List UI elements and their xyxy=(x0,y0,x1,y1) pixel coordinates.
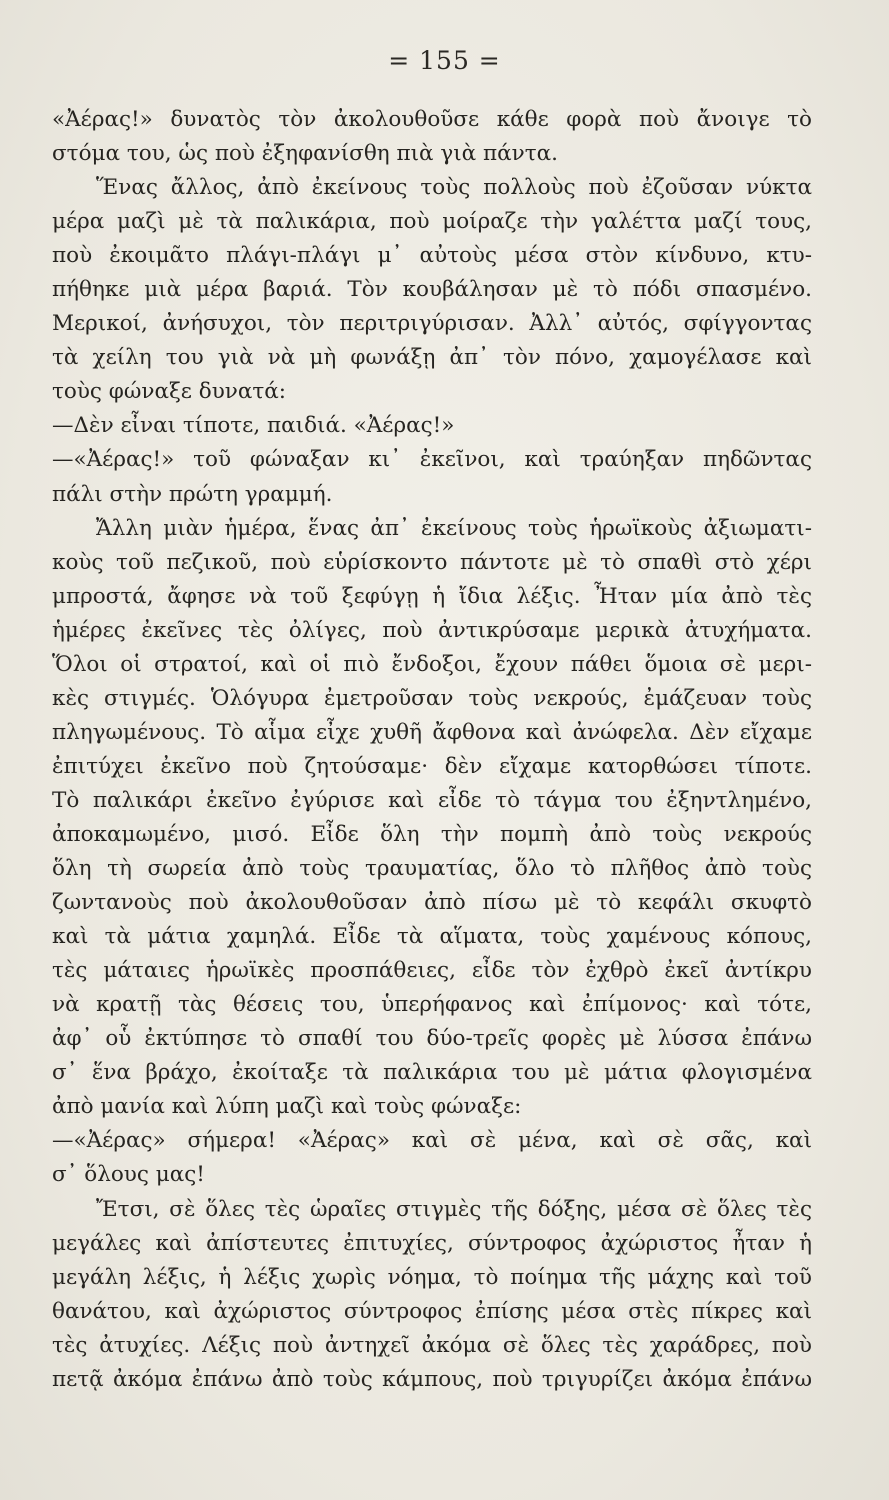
text-line: Τὸ παλικάρι ἐκεῖνο ἐγύρισε καὶ εἶδε τὸ τάγμα του ἐξηντλημένο, xyxy=(52,787,812,813)
text-line: Ἕνας ἄλλος, ἀπὸ ἐκείνους τοὺς πολλοὺς ποὺ ἐζοῦσαν νύκτα xyxy=(96,175,812,201)
text-line: ἐπιτύχει ἐκεῖνο ποὺ ζητούσαμε· δὲν εἴχαμε κατορθώσει τίποτε. xyxy=(52,753,812,779)
text-line: ἀποκαμωμένο, μισό. Εἶδε ὅλη τὴν πομπὴ ἀπὸ τοὺς νεκρούς xyxy=(52,821,812,847)
text-line: κοὺς τοῦ πεζικοῦ, ποὺ εὑρίσκοντο πάντοτε μὲ τὸ σπαθὶ στὸ χέρι xyxy=(52,549,812,575)
text-line: Μερικοί, ἀνήσυχοι, τὸν περιτριγύρισαν. Ἀλλ᾿ αὐτός, σφίγγοντας xyxy=(52,311,812,337)
text-line: —Δὲν εἶναι τίποτε, παιδιά. «Ἀέρας!» xyxy=(52,413,455,439)
text-line: καὶ τὰ μάτια χαμηλά. Εἶδε τὰ αἵματα, τοὺς χαμένους κόπους, xyxy=(52,924,812,950)
text-line: στόμα του, ὡς ποὺ ἐξηφανίσθη πιὰ γιὰ πάντα. xyxy=(52,141,558,167)
text-line: ποὺ ἐκοιμᾶτο πλάγι-πλάγι μ᾿ αὐτοὺς μέσα στὸν κίνδυνο, κτυ- xyxy=(52,243,812,269)
text-line: νὰ κρατῇ τὰς θέσεις του, ὑπερήφανος καὶ ἐπίμονος· καὶ τότε, xyxy=(52,992,812,1018)
text-line: μπροστά, ἄφησε νὰ τοῦ ξεφύγῃ ἡ ἴδια λέξις. Ἦταν μία ἀπὸ τὲς xyxy=(52,583,812,609)
text-line: Ἔτσι, σὲ ὅλες τὲς ὡραῖες στιγμὲς τῆς δόξης, μέσα σὲ ὅλες τὲς xyxy=(96,1196,812,1222)
body-text xyxy=(52,103,812,1397)
text-line: —«Ἀέρας!» τοῦ φώναξαν κι᾿ ἐκεῖνοι, καὶ τραύηξαν πηδῶντας xyxy=(52,447,812,473)
text-line: τὲς ἀτυχίες. Λέξις ποὺ ἀντηχεῖ ἀκόμα σὲ ὅλες τὲς χαράδρες, ποὺ xyxy=(52,1332,812,1358)
text-line: ἀφ᾿ οὗ ἐκτύπησε τὸ σπαθί του δύο-τρεῖς φορὲς μὲ λύσσα ἐπάνω xyxy=(52,1026,812,1052)
text-line: —«Ἀέρας» σήμερα! «Ἀέρας» καὶ σὲ μένα, καὶ σὲ σᾶς, καὶ xyxy=(52,1128,812,1154)
text-line: σ᾿ ἕνα βράχο, ἐκοίταξε τὰ παλικάρια του μὲ μάτια φλογισμένα xyxy=(52,1060,812,1086)
text-line: σ᾿ ὅλους μας! xyxy=(52,1162,205,1188)
text-line: πάλι στὴν πρώτη γραμμή. xyxy=(52,481,333,507)
text-line: μέρα μαζὶ μὲ τὰ παλικάρια, ποὺ μοίραζε τὴν γαλέττα μαζί τους, xyxy=(52,209,812,235)
text-line: μεγάλες καὶ ἀπίστευτες ἐπιτυχίες, σύντροφος ἀχώριστος ἦταν ἡ xyxy=(52,1230,812,1256)
text-line: μεγάλη λέξις, ἡ λέξις χωρὶς νόημα, τὸ ποίημα τῆς μάχης καὶ τοῦ xyxy=(52,1264,812,1290)
text-line: πήθηκε μιὰ μέρα βαριά. Τὸν κουβάλησαν μὲ τὸ πόδι σπασμένο. xyxy=(52,277,812,303)
text-line: τοὺς φώναξε δυνατά: xyxy=(52,379,287,405)
text-line: κὲς στιγμές. Ὁλόγυρα ἐμετροῦσαν τοὺς νεκρούς, ἐμάζευαν τοὺς xyxy=(52,685,812,711)
text-line: Ἄλλη μιὰν ἡμέρα, ἕνας ἀπ᾿ ἐκείνους τοὺς ἡρωϊκοὺς ἀξιωματι- xyxy=(96,515,812,541)
text-line: ἡμέρες ἐκεῖνες τὲς ὀλίγες, ποὺ ἀντικρύσαμε μερικὰ ἀτυχήματα. xyxy=(52,617,812,643)
text-line: τὰ χείλη του γιὰ νὰ μὴ φωνάξῃ ἀπ᾿ τὸν πόνο, χαμογέλασε καὶ xyxy=(52,345,812,371)
text-line: θανάτου, καὶ ἀχώριστος σύντροφος ἐπίσης μέσα στὲς πίκρες καὶ xyxy=(52,1298,812,1324)
text-line: «Ἀέρας!» δυνατὸς τὸν ἀκολουθοῦσε κάθε φορὰ ποὺ ἄνοιγε τὸ xyxy=(52,107,812,132)
text-line: πετᾷ ἀκόμα ἐπάνω ἀπὸ τοὺς κάμπους, ποὺ τριγυρίζει ἀκόμα ἐπάνω xyxy=(52,1366,812,1392)
text-line: πληγωμένους. Τὸ αἷμα εἶχε χυθῆ ἄφθονα καὶ ἀνώφελα. Δὲν εἴχαμε xyxy=(52,719,812,745)
text-line: Ὅλοι οἱ στρατοί, καὶ οἱ πιὸ ἔνδοξοι, ἔχουν πάθει ὅμοια σὲ μερι- xyxy=(52,651,812,677)
text-line: τὲς μάταιες ἡρωϊκὲς προσπάθειες, εἶδε τὸν ἐχθρὸ ἐκεῖ ἀντίκρυ xyxy=(52,958,812,984)
text-line: ὅλη τὴ σωρεία ἀπὸ τοὺς τραυματίας, ὅλο τὸ πλῆθος ἀπὸ τοὺς xyxy=(52,856,812,882)
text-line: ζωντανοὺς ποὺ ἀκολουθοῦσαν ἀπὸ πίσω μὲ τὸ κεφάλι σκυφτὸ xyxy=(52,890,812,916)
page-number: = 155 = xyxy=(388,46,501,75)
text-line: ἀπὸ μανία καὶ λύπη μαζὶ καὶ τοὺς φώναξε: xyxy=(52,1094,522,1120)
